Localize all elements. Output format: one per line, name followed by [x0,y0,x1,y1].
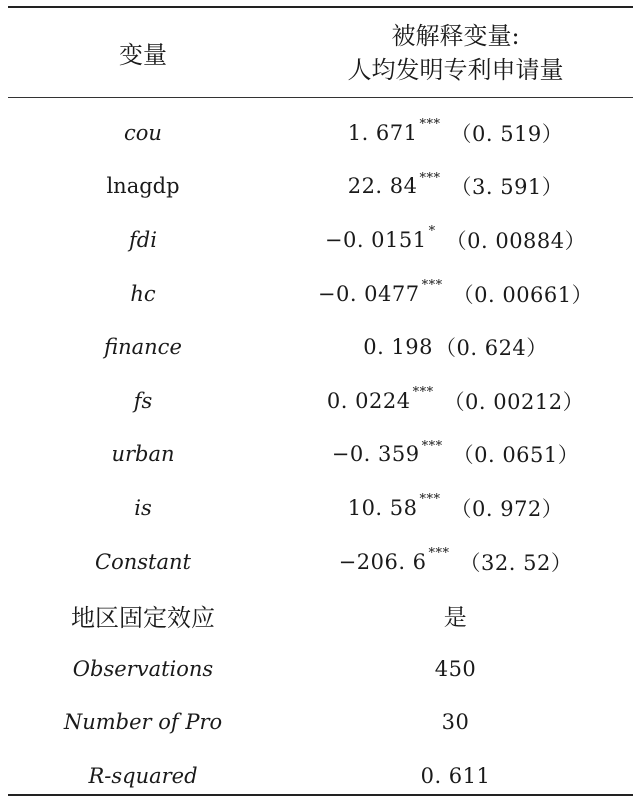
table-row [8,696,633,750]
coef: 22. 84 [347,174,418,199]
std-error: （0. 519） [450,121,564,146]
significance-stars: *** [421,438,443,454]
row-value [278,320,633,374]
table-row [8,535,633,589]
row-variable: is [134,495,152,520]
coef: 450 [434,656,477,681]
std-error: （0. 0651） [452,443,580,468]
std-error: （32. 52） [459,550,573,575]
row-value [278,213,633,267]
row-variable: Number of Pro [63,710,223,735]
std-error: （0. 624） [435,336,548,361]
row-variable: Observations [72,656,214,681]
row-variable: 地区固定效应 [71,603,215,632]
row-variable: fdi [129,227,157,252]
coef: −206. 6 [338,549,427,574]
significance-stars: *** [419,170,441,186]
row-variable: cou [124,120,162,145]
std-error: （0. 00212） [443,389,585,414]
coef: 0. 611 [420,763,491,788]
coef: −0. 0477 [317,281,420,306]
bottom-rule [8,794,633,796]
row-variable [8,160,278,214]
header-variable: 变量 [119,41,167,69]
coef: 30 [441,710,470,735]
coef: 0. 0224 [326,388,411,413]
table-body [8,106,633,803]
significance-stars: *** [419,492,441,508]
table-row [8,588,633,642]
table-row [8,320,633,374]
table-row [8,106,633,160]
std-error: （3. 591） [450,175,564,200]
row-variable: finance [104,335,182,360]
row-value [278,696,633,750]
std-error: （0. 972） [450,496,564,521]
table-row [8,160,633,214]
significance-stars: *** [419,117,441,133]
table-row [8,642,633,696]
significance-stars: *** [412,385,434,401]
row-value [278,106,633,160]
row-variable-text: lnagdp [106,174,180,199]
table-header [8,8,633,97]
row-variable: Constant [95,549,191,574]
row-value [278,642,633,696]
std-error: （0. 00661） [452,282,594,307]
significance-stars: *** [421,278,443,294]
row-value [278,428,633,482]
significance-stars: * [428,224,436,240]
row-variable: R-squared [88,763,198,788]
header-dependent-line1: 被解释变量: [391,21,520,50]
row-value [278,535,633,589]
table-row [8,428,633,482]
coef: 10. 58 [347,495,418,520]
coef: 1. 671 [347,120,418,145]
row-value [278,374,633,428]
row-variable: hc [130,281,156,306]
row-variable: urban [111,442,175,467]
significance-stars: *** [428,546,450,562]
header-dependent-variable [278,8,633,97]
row-variable: fs [133,388,153,413]
coef: 是 [443,604,468,631]
table-row [8,267,633,321]
table-row [8,213,633,267]
table-row [8,374,633,428]
std-error: （0. 00884） [445,228,587,253]
coef: −0. 0151 [324,227,427,252]
header-rule [8,97,633,98]
row-value [278,588,633,642]
regression-table [8,6,633,796]
coef: −0. 359 [331,442,420,467]
row-value [278,267,633,321]
table-row [8,481,633,535]
coef: 0. 198 [363,335,433,360]
row-value [278,160,633,214]
row-value [278,481,633,535]
header-dependent-line2: 人均发明专利申请量 [347,55,564,84]
